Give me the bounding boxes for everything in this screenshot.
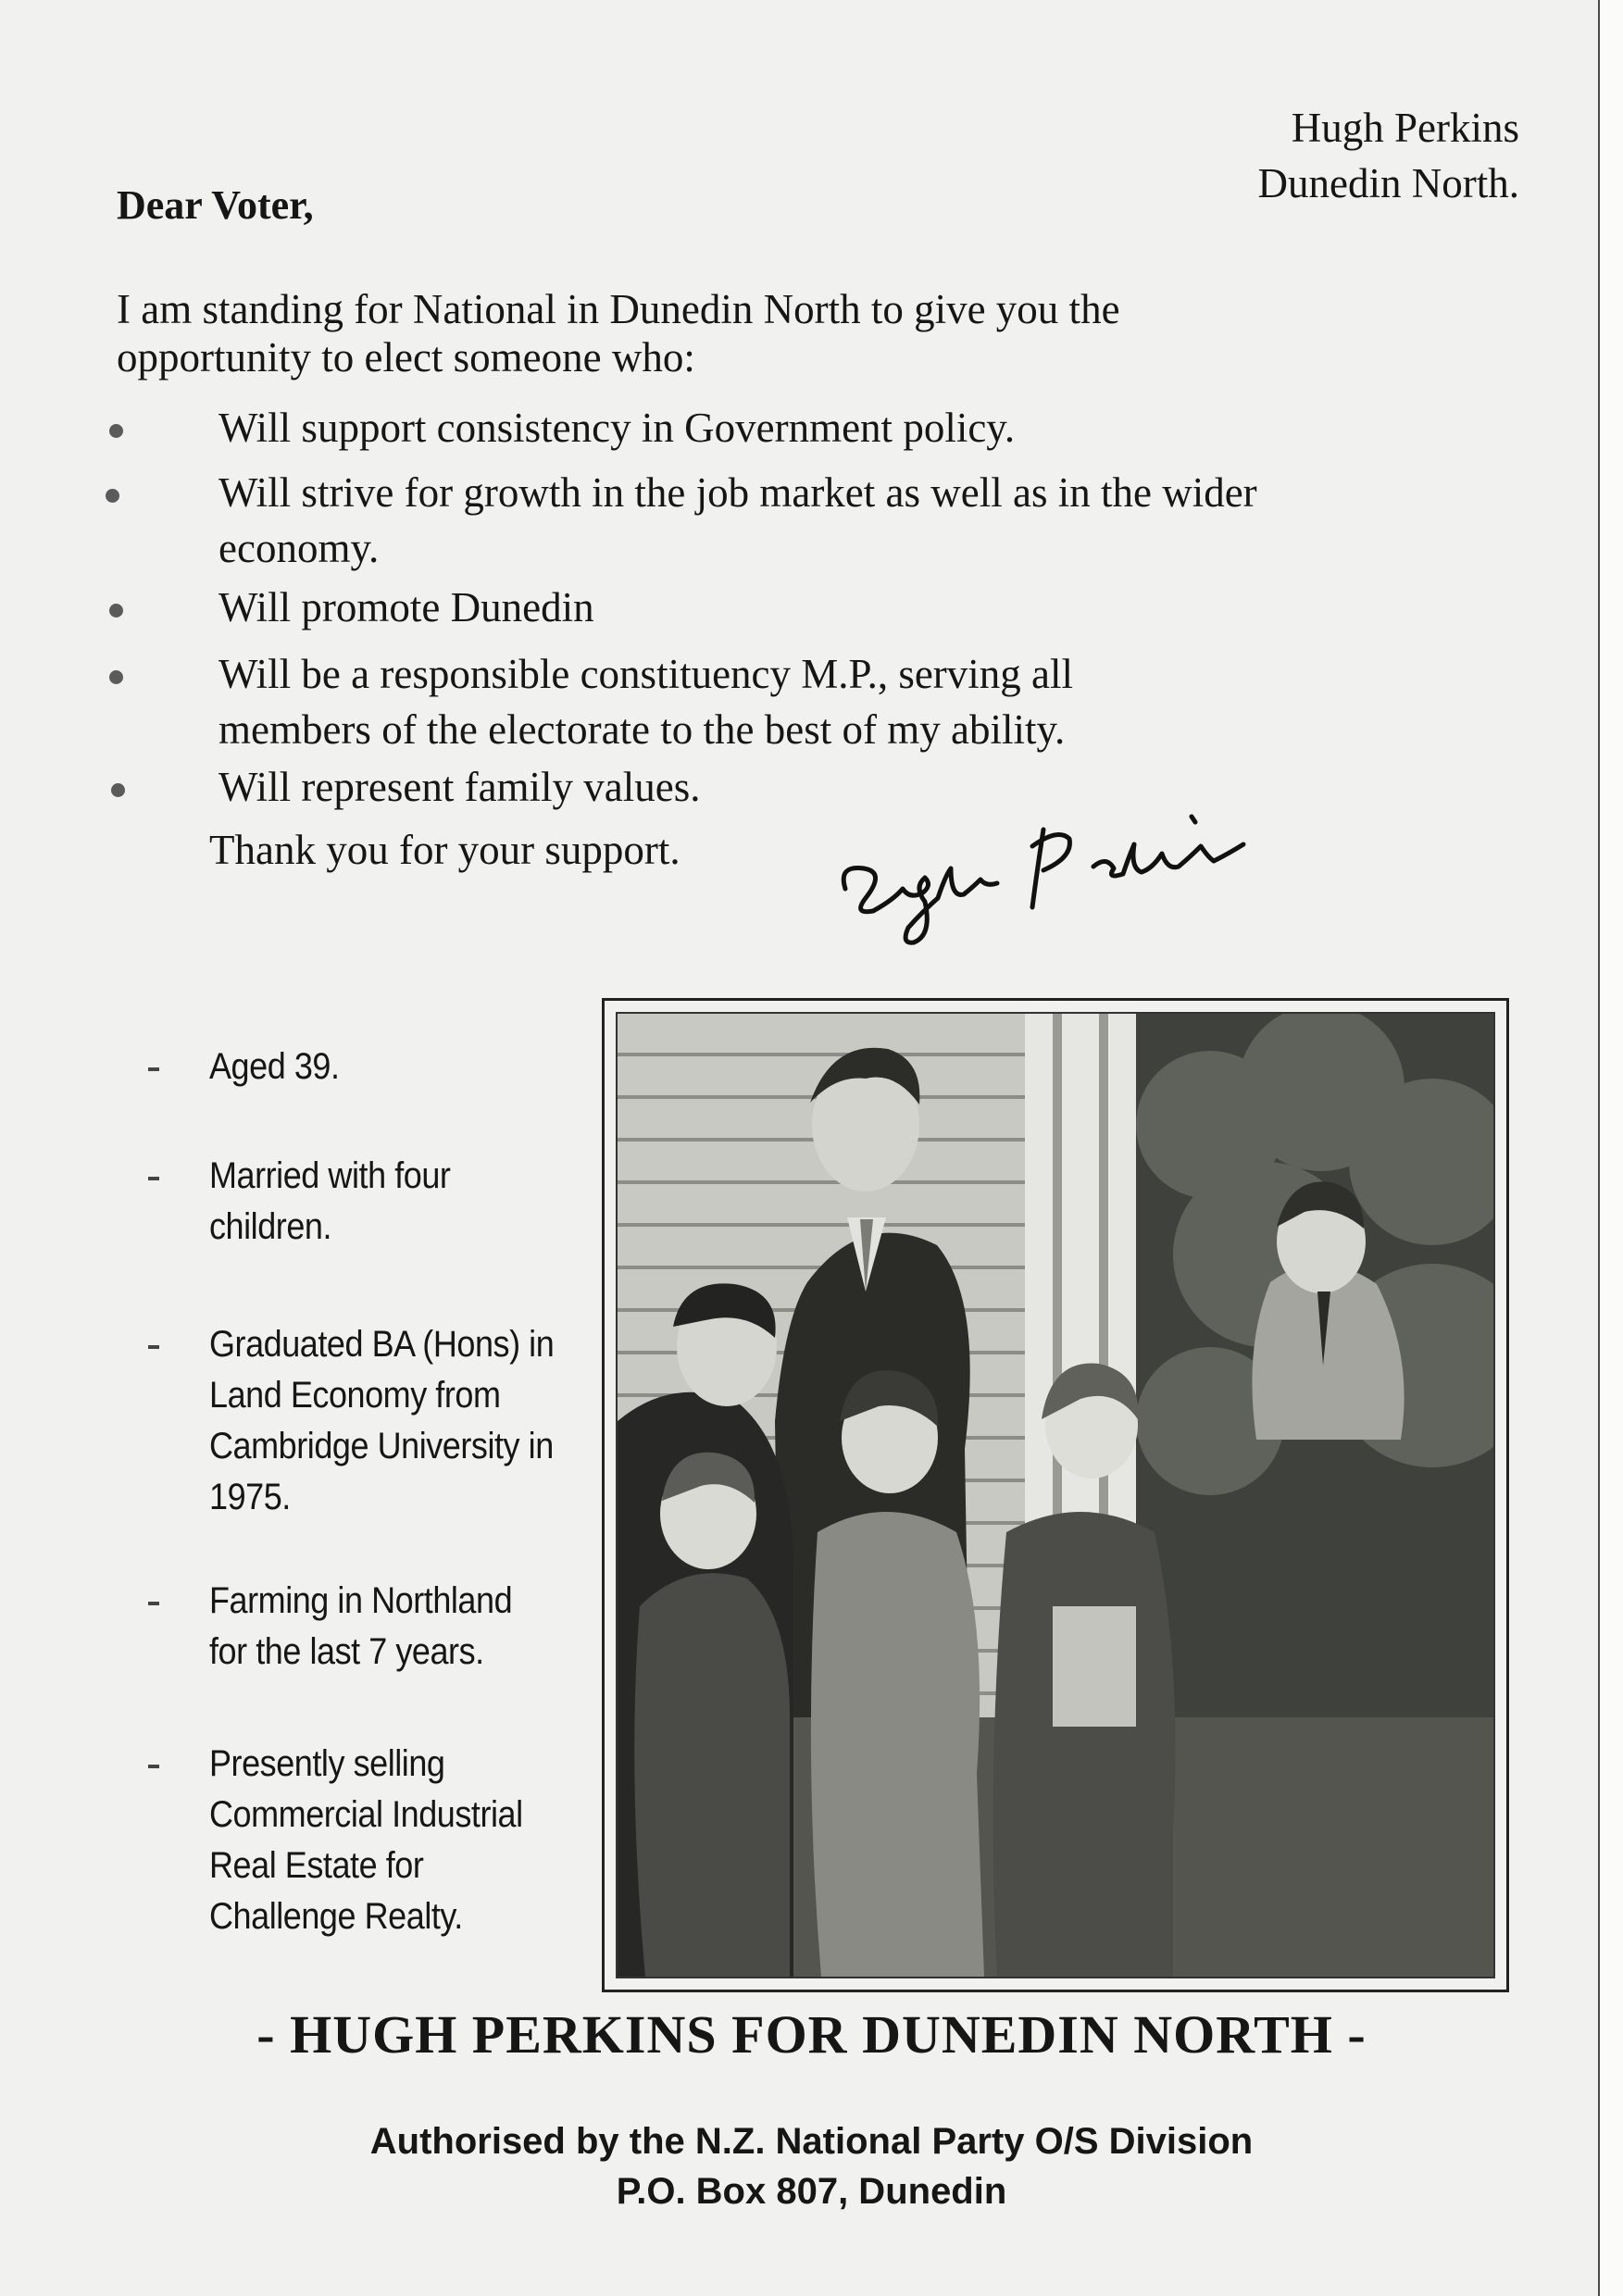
fact-text: Graduated BA (Hons) in Land Economy from Cambridge University in 1975. bbox=[209, 1324, 555, 1517]
page-edge bbox=[1598, 0, 1623, 2296]
sender-electorate: Dunedin North. bbox=[1257, 160, 1519, 206]
bullet-item: Will represent family values. bbox=[218, 764, 701, 810]
bullet-item: Will be a responsible constituency M.P., serving all members of the electorate to the best of my ability. bbox=[218, 651, 1074, 753]
fact-dash bbox=[148, 1602, 159, 1605]
sender-block bbox=[1258, 100, 1519, 211]
salutation: Dear Voter, bbox=[117, 182, 314, 228]
fact-text: Farming in Northland for the last 7 years. bbox=[209, 1580, 513, 1672]
handwritten-signature bbox=[829, 780, 1273, 965]
fact-dash bbox=[148, 1067, 159, 1071]
bullet-item: Will support consistency in Government policy. bbox=[218, 405, 1016, 451]
family-photo-illustration bbox=[618, 1014, 1493, 1977]
bullet-dot bbox=[109, 424, 123, 438]
sender-name: Hugh Perkins bbox=[1291, 105, 1519, 151]
fact-dash bbox=[148, 1345, 159, 1349]
family-photo bbox=[616, 1012, 1495, 1978]
campaign-slogan: - HUGH PERKINS FOR DUNEDIN NORTH - bbox=[256, 2004, 1367, 2065]
authorisation-line: Authorised by the N.Z. National Party O/S Division bbox=[369, 2121, 1254, 2162]
fact-dash bbox=[148, 1765, 159, 1768]
intro-paragraph: I am standing for National in Dunedin North to give you the opportunity to elect someone who: bbox=[117, 286, 1120, 381]
fact-text: Presently selling Commercial Industrial Real Estate for Challenge Realty. bbox=[209, 1743, 523, 1937]
fact-text: Aged 39. bbox=[209, 1046, 340, 1087]
postal-address: P.O. Box 807, Dunedin bbox=[616, 2171, 1007, 2212]
signature bbox=[829, 780, 1273, 969]
bullet-item: Will strive for growth in the job market as well as in the wider economy. bbox=[218, 469, 1257, 571]
bullet-dot bbox=[111, 783, 125, 797]
fact-dash bbox=[148, 1177, 159, 1180]
closing-line: Thank you for your support. bbox=[209, 827, 680, 873]
bullet-dot bbox=[109, 670, 123, 684]
bullet-item: Will promote Dunedin bbox=[218, 584, 594, 630]
bullet-dot bbox=[106, 489, 119, 503]
bullet-dot bbox=[109, 604, 123, 618]
photo-frame bbox=[602, 998, 1509, 1992]
fact-text: Married with four children. bbox=[209, 1155, 451, 1247]
authorisation-statement bbox=[0, 2116, 1623, 2216]
